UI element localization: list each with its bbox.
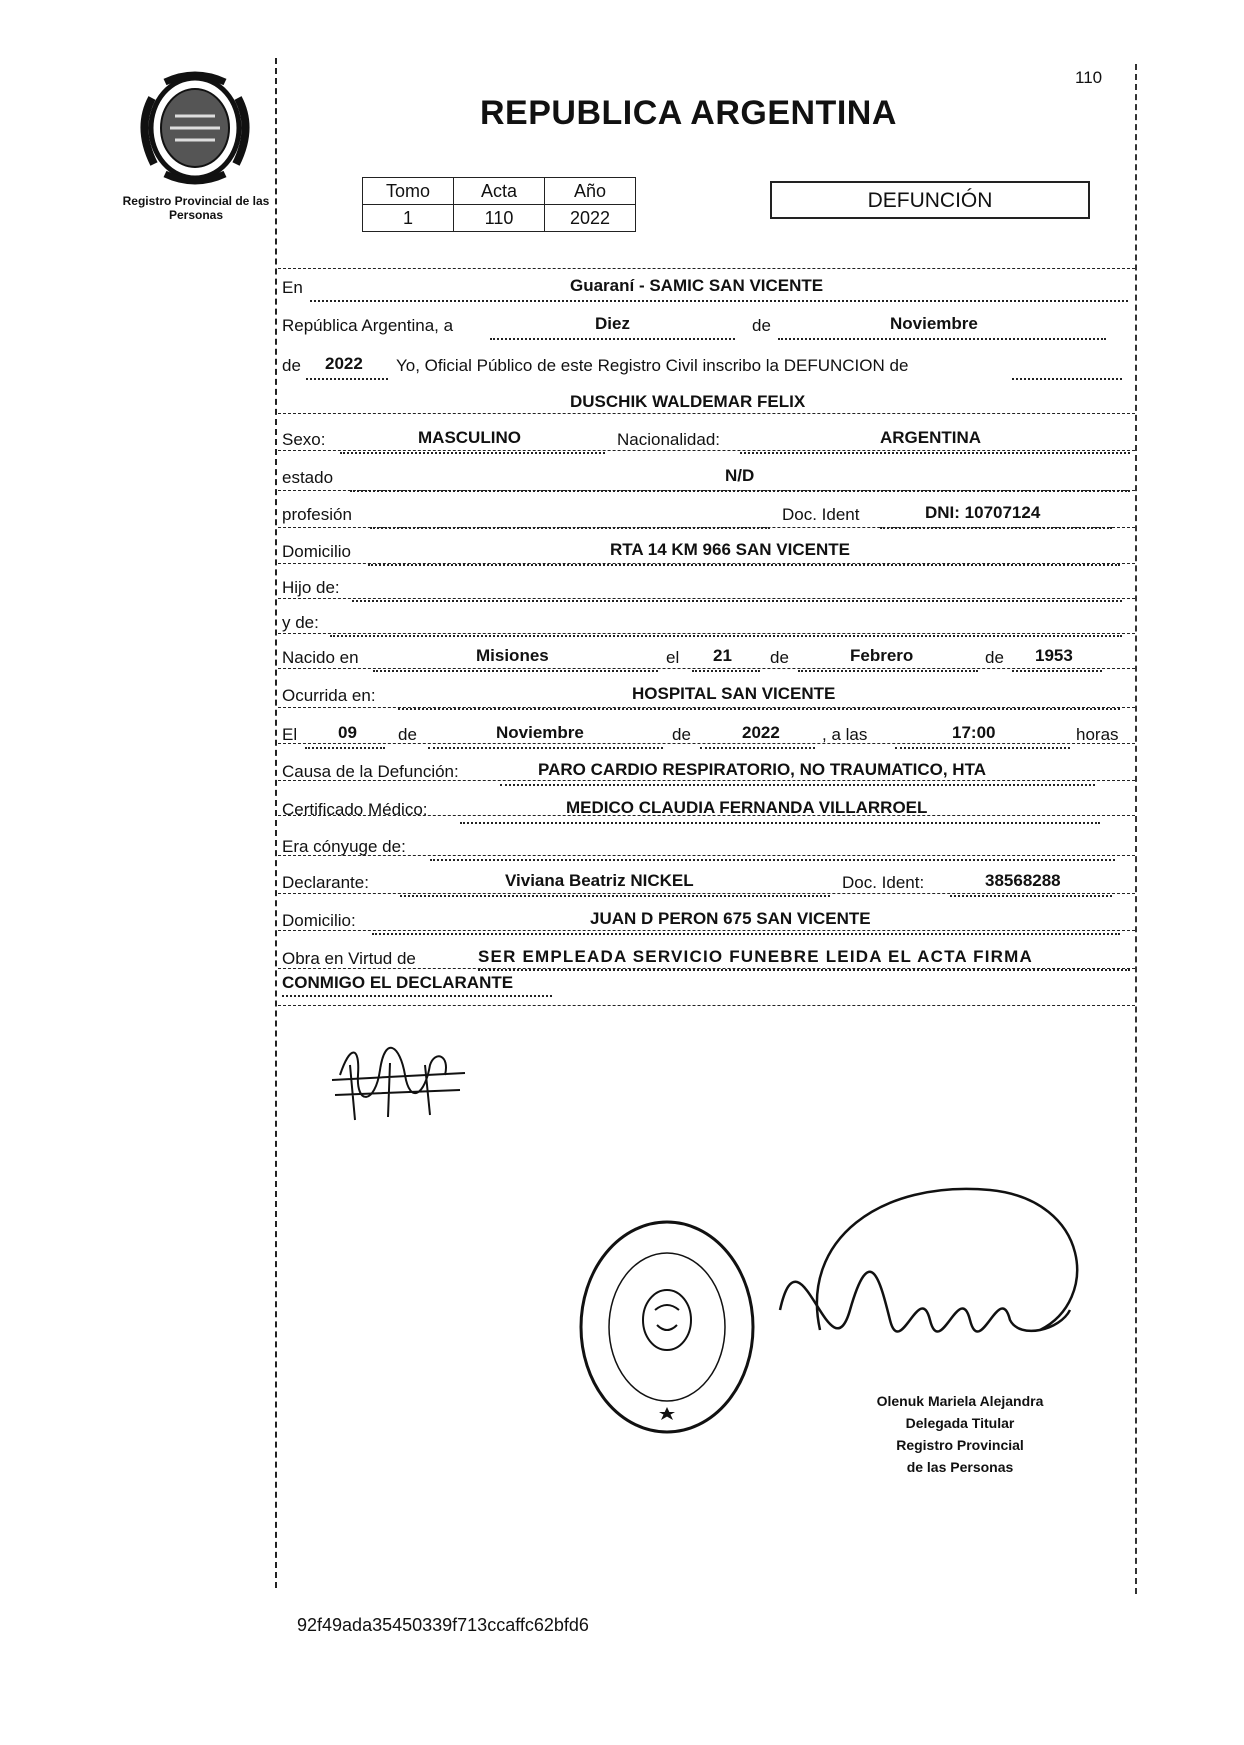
tomo-header: Tomo (363, 178, 454, 205)
label-declarante: Declarante: (282, 873, 369, 892)
label-de: de (752, 316, 771, 335)
label-de-birth-year: de (985, 648, 1004, 667)
label-estado: estado (282, 468, 334, 487)
dotted-line (340, 452, 605, 454)
doc-value: DNI: 10707124 (925, 503, 1041, 522)
document-title: REPUBLICA ARGENTINA (480, 94, 897, 132)
estado-value: N/D (725, 466, 755, 485)
dotted-line (880, 527, 1112, 529)
label-de-birth-month: de (770, 648, 789, 667)
anio-header: Año (545, 178, 636, 205)
dotted-line (306, 378, 388, 380)
certificado-value: MEDICO CLAUDIA FERNANDA VILLARROEL (566, 798, 928, 817)
dotted-line (460, 822, 1100, 824)
dotted-line (700, 747, 815, 749)
declarante-value: Viviana Beatriz NICKEL (505, 871, 694, 890)
officer-signature (760, 1180, 1100, 1390)
divider (278, 633, 1135, 634)
label-ocurrida-en: Ocurrida en: (282, 686, 376, 705)
tomo-acta-anio-table (362, 177, 636, 232)
dotted-line (500, 784, 1095, 786)
declarant-signature (330, 1035, 470, 1125)
divider (278, 893, 1135, 894)
nacionalidad-value: ARGENTINA (880, 428, 982, 447)
death-day-value: 09 (338, 723, 357, 742)
label-horas: horas (1076, 725, 1119, 744)
record-type-box: DEFUNCIÓN (770, 181, 1090, 219)
ocurrida-en-value: HOSPITAL SAN VICENTE (632, 684, 836, 703)
dotted-line (478, 969, 1130, 971)
label-nacido-en: Nacido en (282, 648, 359, 667)
label-republica: República Argentina, a (282, 316, 454, 335)
obra-line1: SER EMPLEADA SERVICIO FUNEBRE LEIDA EL ACTA FIRMA (478, 947, 1033, 966)
label-hijo-de: Hijo de: (282, 578, 340, 597)
dotted-line (1012, 670, 1102, 672)
dotted-line (310, 300, 1128, 302)
domicilio-value: RTA 14 KM 966 SAN VICENTE (610, 540, 850, 559)
dotted-line (398, 708, 1120, 710)
dotted-line (400, 895, 830, 897)
officer-block (840, 1390, 1080, 1478)
anio-value: 2022 (545, 205, 636, 232)
divider (278, 413, 1135, 414)
death-time-value: 17:00 (952, 723, 996, 742)
birth-year-value: 1953 (1035, 646, 1073, 665)
birth-month-value: Febrero (850, 646, 914, 665)
label-inscribo: Yo, Oficial Público de este Registro Civil inscribo la DEFUNCION de (396, 356, 909, 375)
label-nacionalidad: Nacionalidad: (617, 430, 721, 449)
label-y-de: y de: (282, 613, 319, 632)
dotted-line (350, 490, 1130, 492)
label-obra: Obra en Virtud de (282, 949, 416, 968)
dotted-line (1012, 378, 1122, 380)
obra-line2: CONMIGO EL DECLARANTE (282, 973, 514, 992)
label-domicilio: Domicilio (282, 542, 351, 561)
acta-header: Acta (454, 178, 545, 205)
divider (278, 268, 1135, 269)
label-certificado: Certificado Médico: (282, 800, 428, 819)
left-margin-line (275, 58, 277, 1588)
dotted-line (428, 747, 663, 749)
label-doc-ident-decl: Doc. Ident: (842, 873, 925, 892)
dotted-line (950, 895, 1112, 897)
officer-name: Olenuk Mariela Alejandra (876, 1393, 1044, 1409)
dotted-line (430, 859, 1115, 861)
dotted-line (352, 600, 1122, 602)
document-hash: 92f49ada35450339f713ccaffc62bfd6 (297, 1615, 589, 1635)
label-causa: Causa de la Defunción: (282, 762, 459, 781)
label-en: En (282, 278, 303, 297)
dotted-line (330, 635, 1122, 637)
dotted-line (368, 564, 1120, 566)
day-value: Diez (595, 314, 630, 333)
dotted-line (778, 338, 1106, 340)
dotted-line (305, 747, 385, 749)
divider (278, 668, 1135, 669)
label-de-death-month: de (398, 725, 417, 744)
label-a-las: , a las (822, 725, 868, 744)
label-conyuge: Era cónyuge de: (282, 837, 406, 856)
officer-org-1: Registro Provincial (896, 1437, 1024, 1453)
dotted-line (895, 747, 1070, 749)
dotted-line (370, 527, 770, 529)
divider (278, 598, 1135, 599)
declarante-doc-value: 38568288 (985, 871, 1061, 890)
label-profesion: profesión (282, 505, 352, 524)
divider (278, 450, 1135, 451)
dotted-line (692, 670, 760, 672)
divider (278, 930, 1135, 931)
divider (278, 1005, 1135, 1006)
dotted-line (373, 670, 658, 672)
dotted-line (798, 670, 978, 672)
divider (278, 855, 1135, 856)
label-el: el (666, 648, 680, 667)
officer-title: Delegada Titular (905, 1415, 1015, 1431)
death-month-value: Noviembre (496, 723, 584, 742)
page-number: 110 (1075, 68, 1103, 87)
sexo-value: MASCULINO (418, 428, 521, 447)
provincial-emblem-icon (130, 68, 260, 188)
month-value: Noviembre (890, 314, 978, 333)
declarante-domicilio-value: JUAN D PERON 675 SAN VICENTE (590, 909, 871, 928)
label-de-year: de (282, 356, 301, 375)
dotted-line (372, 933, 1120, 935)
dotted-line (740, 452, 1130, 454)
dotted-line (282, 995, 552, 997)
place-value: Guaraní - SAMIC SAN VICENTE (570, 276, 824, 295)
label-el-cap: El (282, 725, 298, 744)
deceased-name: DUSCHIK WALDEMAR FELIX (570, 392, 806, 411)
label-domicilio-decl: Domicilio: (282, 911, 356, 930)
tomo-value: 1 (363, 205, 454, 232)
officer-org-2: de las Personas (906, 1459, 1014, 1475)
label-de-death-year: de (672, 725, 691, 744)
death-year-value: 2022 (742, 723, 780, 742)
registry-label: Registro Provincial de las Personas (122, 194, 270, 222)
nacido-en-value: Misiones (476, 646, 549, 665)
acta-value: 110 (454, 205, 545, 232)
right-margin-line (1135, 64, 1137, 1594)
label-doc-ident: Doc. Ident (782, 505, 860, 524)
label-sexo: Sexo: (282, 430, 326, 449)
dotted-line (490, 338, 735, 340)
causa-value: PARO CARDIO RESPIRATORIO, NO TRAUMATICO, HTA (538, 760, 986, 779)
birth-day-value: 21 (713, 646, 732, 665)
registry-seal (575, 1215, 760, 1440)
year-value: 2022 (325, 354, 363, 373)
